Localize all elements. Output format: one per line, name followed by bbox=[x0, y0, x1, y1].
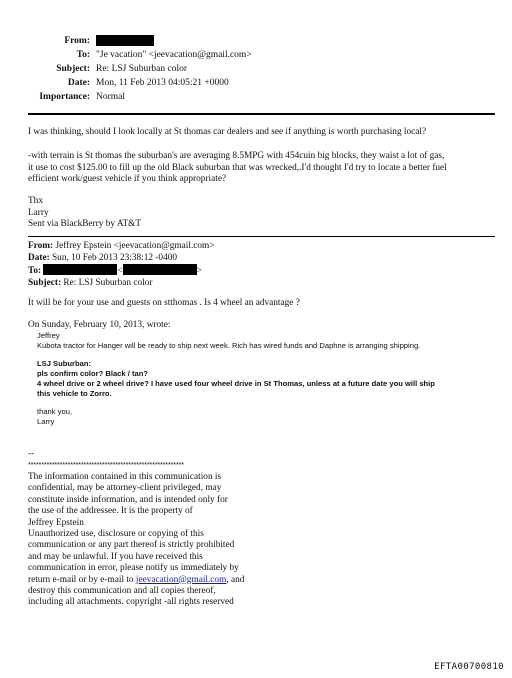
disclaimer-line: communication in error, please notify us immediately by bbox=[28, 563, 239, 574]
disclaimer-line: Jeffrey Epstein bbox=[28, 517, 84, 528]
message-paragraph-2 bbox=[28, 151, 447, 186]
disclaimer-stars: *********************************************************** bbox=[28, 460, 184, 469]
disclaimer-line: destroy this communication and all copies thereof, bbox=[28, 586, 216, 597]
sender-name: Larry bbox=[28, 207, 49, 218]
disclaimer-line: the use of the addressee. It is the property of bbox=[28, 506, 193, 517]
quoted-subject-label: Subject: bbox=[28, 278, 62, 288]
disclaimer-link-prefix: return e-mail or by e-mail to bbox=[28, 574, 136, 585]
quoted-header bbox=[28, 240, 215, 289]
inner-line: Kubota tractor for Hanger will be ready to ship next week. Rich has wired funds and Daphne is arranging shipping. bbox=[37, 341, 421, 350]
quoted-body: It will be for your use and guests on stthomas . Is 4 wheel an advantage ? bbox=[28, 298, 300, 308]
disclaimer-line-with-link bbox=[28, 575, 244, 586]
disclaimer-text bbox=[28, 472, 244, 609]
quoted-date-label: Date: bbox=[28, 253, 50, 263]
disclaimer-dashes: -- bbox=[28, 449, 35, 459]
importance-value: Normal bbox=[96, 92, 126, 102]
quoted-to-end: > bbox=[196, 266, 202, 276]
disclaimer-line: including all attachments. copyright -all rights reserved bbox=[28, 597, 234, 608]
disclaimer-line: confidential, may be attorney-client privileged, may bbox=[28, 483, 222, 494]
disclaimer-line: communication or any part thereof is strictly prohibited bbox=[28, 540, 235, 551]
quoted-to-separator: < bbox=[117, 266, 123, 276]
disclaimer-line: The information contained in this communication is bbox=[28, 472, 222, 482]
disclaimer-line: constitute inside information, and is intended only for bbox=[28, 494, 228, 505]
to-value: "Je vacation" <jeevacation@gmail.com> bbox=[96, 50, 252, 60]
inner-line: thank you, bbox=[37, 407, 73, 416]
quoted-date-value: Sun, 10 Feb 2013 23:38:12 -0400 bbox=[52, 253, 178, 263]
quoted-divider bbox=[28, 236, 495, 237]
email-link[interactable]: jeevacation@gmail.com bbox=[135, 574, 227, 585]
quoted-subject-value: Re: LSJ Suburban color bbox=[63, 278, 153, 288]
device-signature: Sent via BlackBerry by AT&T bbox=[28, 219, 142, 229]
disclaimer-line: Unauthorized use, disclosure or copying of this bbox=[28, 529, 204, 540]
message-line: efficient work/guest vehicle if you think appropriate? bbox=[28, 174, 227, 184]
subject-label: Subject: bbox=[56, 64, 90, 74]
inner-quoted-message bbox=[37, 331, 435, 427]
redacted-recipient-email bbox=[123, 264, 197, 275]
header-divider bbox=[28, 113, 495, 115]
importance-label: Importance: bbox=[39, 92, 90, 102]
inner-line: 4 wheel drive or 2 wheel drive? I have used four wheel drive in St Thomas, unless at a future date you will ship bbox=[37, 379, 435, 388]
inner-line: Larry bbox=[37, 417, 55, 426]
message-line: it use to cost $125.00 to fill up the old Black suburban that was wrecked,.I'd thought I'd try to locate a better fuel bbox=[28, 162, 447, 173]
redacted-recipient-name bbox=[43, 264, 117, 275]
thanks-text: Thx bbox=[28, 196, 43, 206]
inner-line: Jeffrey bbox=[37, 331, 60, 340]
quoted-from-value: Jeffrey Epstein <jeevacation@gmail.com> bbox=[55, 241, 215, 251]
message-line: -with terrain is St thomas the suburban's are averaging 8.5MPG with 454cuin big blocks, they waist a lot of gas, bbox=[28, 151, 445, 161]
document-id: EFTA00700810 bbox=[434, 662, 504, 672]
inner-line: pls confirm color? Black / tan? bbox=[37, 369, 148, 378]
message-paragraph-1: I was thinking, should I look locally at St thomas car dealers and see if anything is worth purchasing local? bbox=[28, 127, 427, 137]
inner-line: LSJ Suburban: bbox=[37, 359, 92, 368]
redacted-sender bbox=[96, 35, 154, 46]
quoted-to-label: To: bbox=[28, 266, 42, 276]
to-label: To: bbox=[76, 50, 90, 60]
date-label: Date: bbox=[67, 78, 90, 88]
subject-value: Re: LSJ Suburban color bbox=[96, 64, 188, 74]
quoted-wrote-line: On Sunday, February 10, 2013, wrote: bbox=[28, 320, 171, 330]
date-value: Mon, 11 Feb 2013 04:05:21 +0000 bbox=[96, 78, 229, 88]
disclaimer-line: and may be unlawful. If you have received this bbox=[28, 551, 203, 562]
disclaimer-link-suffix: , and bbox=[226, 574, 245, 585]
from-label: From: bbox=[64, 36, 90, 46]
message-signoff bbox=[28, 196, 141, 231]
inner-line: this vehicle to Zorro. bbox=[37, 389, 112, 398]
quoted-from-label: From: bbox=[28, 241, 54, 251]
